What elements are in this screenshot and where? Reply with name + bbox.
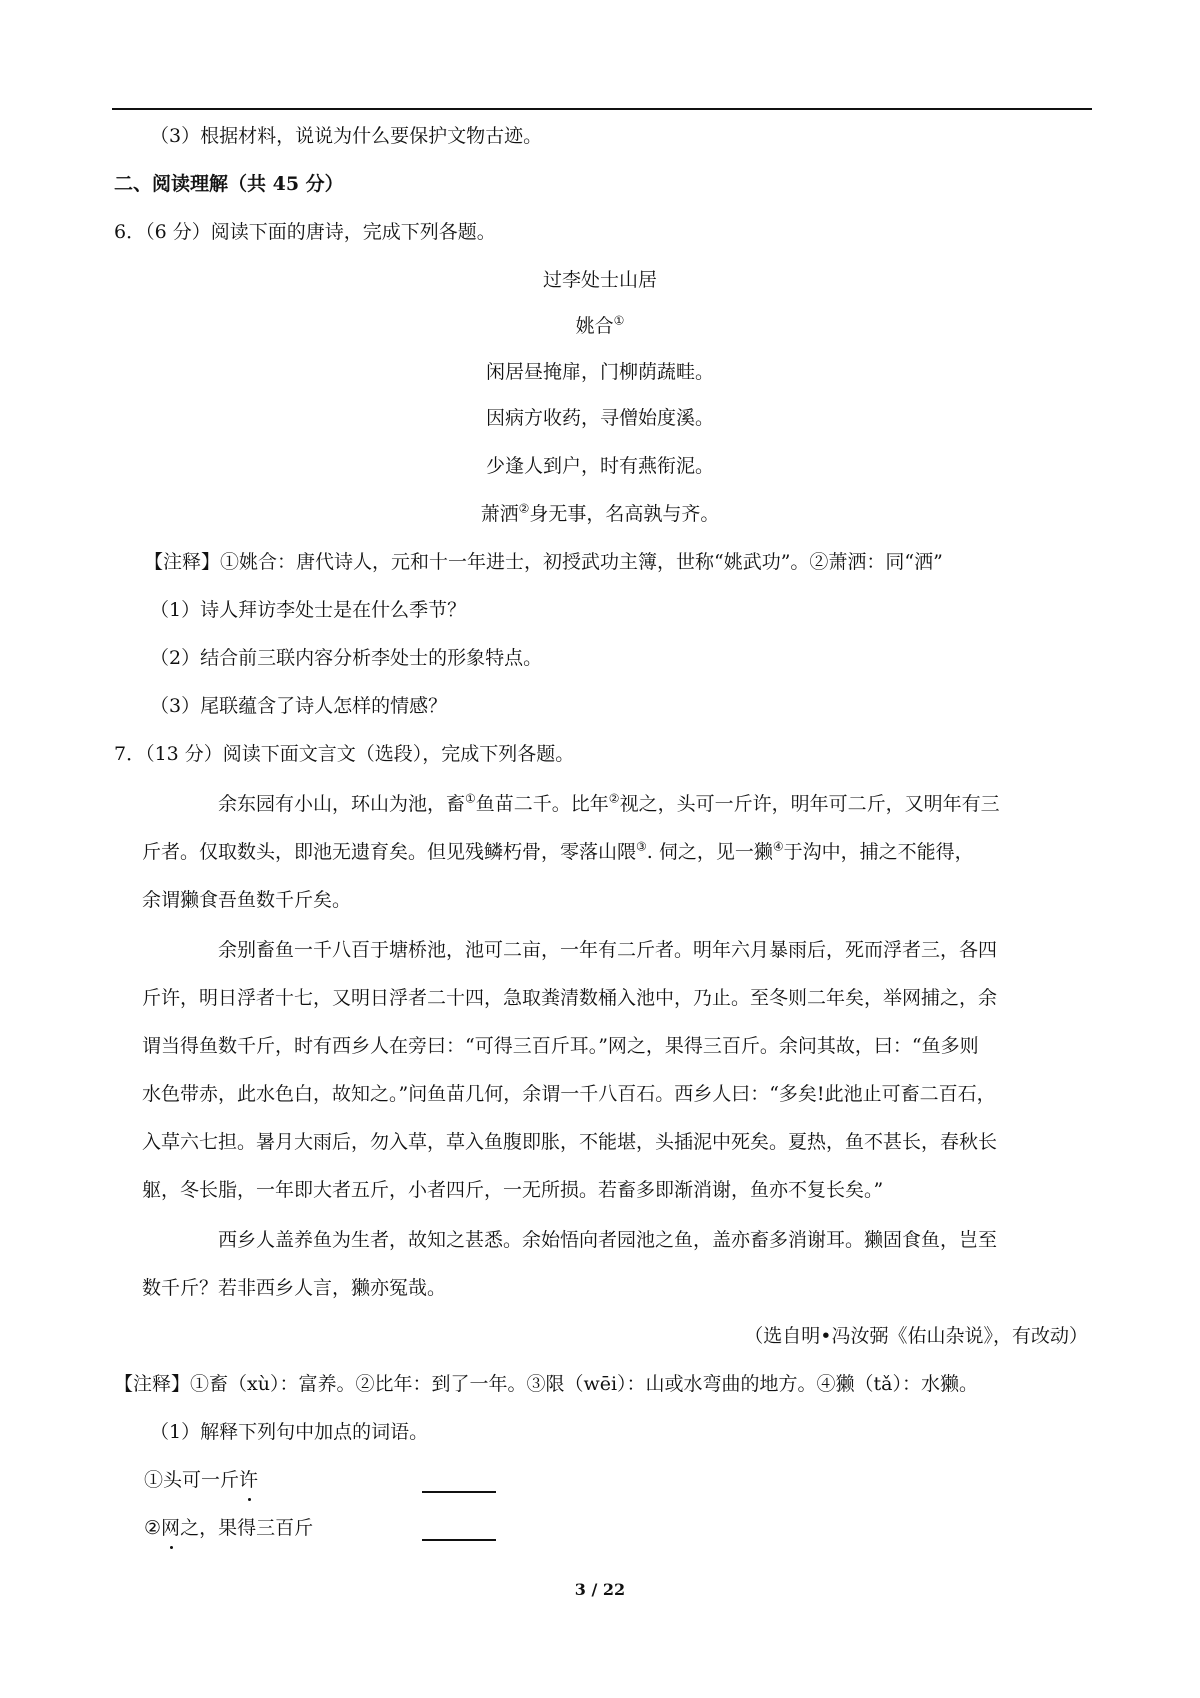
q7-sub-question-1: （1）解释下列句中加点的词语。 bbox=[150, 1421, 429, 1443]
text-span: ①头可一斤 bbox=[144, 1469, 240, 1491]
dotted-word: 许 bbox=[239, 1466, 258, 1494]
footnote-marker: ③ bbox=[636, 839, 647, 854]
text-span: 于沟中，捕之不能得， bbox=[783, 841, 974, 863]
footnote-marker: ① bbox=[465, 791, 476, 806]
poem-author bbox=[0, 312, 1200, 340]
passage-p2-line-5: 入草六七担。暑月大雨后，勿入草，草入鱼腹即胀，不能堪，头插泥中死矣。夏热，鱼不甚长，春秋长 bbox=[142, 1131, 998, 1153]
passage-p2-line-1: 余别畜鱼一千八百于塘桥池，池可二亩，一年有二斤者。明年六月暴雨后，死而浮者三，各四 bbox=[218, 939, 998, 961]
footnote-marker: ① bbox=[613, 313, 625, 328]
vocab-item-1 bbox=[144, 1466, 258, 1494]
footnote-marker: ② bbox=[518, 501, 530, 516]
passage-p3-line-2: 数千斤？若非西乡人言，獭亦冤哉。 bbox=[142, 1277, 447, 1299]
poem-title: 过李处士山居 bbox=[542, 269, 657, 291]
passage-p1-line-2 bbox=[142, 838, 974, 866]
section-heading: 二、阅读理解（共 45 分） bbox=[114, 173, 344, 195]
answer-blank-2[interactable] bbox=[422, 1539, 496, 1541]
author-name: 姚合 bbox=[575, 315, 614, 337]
q6-sub-question-1: （1）诗人拜访李处士是在什么季节？ bbox=[150, 599, 467, 621]
text-span: ② bbox=[144, 1517, 162, 1539]
q6-sub-question-2: （2）结合前三联内容分析李处士的形象特点。 bbox=[150, 647, 543, 669]
poem-line-3: 少逢人到户，时有燕衔泥。 bbox=[485, 455, 714, 477]
poem-line-1: 闲居昼掩扉，门柳荫蔬畦。 bbox=[485, 361, 714, 383]
poem-line-2: 因病方收药，寻僧始度溪。 bbox=[485, 407, 714, 429]
page-number: 3 / 22 bbox=[574, 1580, 626, 1599]
passage-source: （选自明•冯汝弼《佑山杂说》，有改动） bbox=[744, 1325, 1088, 1347]
poem-line-4 bbox=[0, 500, 1200, 528]
passage-p3-line-1: 西乡人盖养鱼为生者，故知之甚悉。余始悟向者园池之鱼，盖亦畜多消谢耳。獭固食鱼，岂至 bbox=[218, 1229, 998, 1251]
header-rule bbox=[112, 108, 1092, 110]
q5-sub-question-3: （3）根据材料，说说为什么要保护文物古迹。 bbox=[150, 125, 543, 147]
footnote-marker: ④ bbox=[772, 839, 784, 854]
passage-p2-line-6: 躯，冬长脂，一年即大者五斤，小者四斤，一无所损。若畜多即渐消谢，鱼亦不复长矣。” bbox=[142, 1179, 884, 1201]
passage-p2-line-2: 斤许，明日浮者十七，又明日浮者二十四，急取粪清数桶入池中，乃止。至冬则二年矣，举网捕之，余 bbox=[142, 987, 998, 1009]
poem-line-4-part-b: 身无事，名高孰与齐。 bbox=[529, 503, 720, 525]
q6-sub-question-3: （3）尾联蕴含了诗人怎样的情感？ bbox=[150, 695, 448, 717]
text-span: 鱼苗二千。比年 bbox=[475, 793, 609, 815]
dotted-word: 网 bbox=[161, 1514, 180, 1542]
q7-stem: 7．（13 分）阅读下面文言文（选段），完成下列各题。 bbox=[114, 743, 575, 765]
poem-line-4-part-a: 萧洒 bbox=[480, 503, 519, 525]
text-span: 之，果得三百斤 bbox=[180, 1517, 314, 1539]
answer-blank-1[interactable] bbox=[422, 1491, 496, 1493]
passage-p1-line-3: 余谓獭食吾鱼数千斤矣。 bbox=[142, 889, 352, 911]
passage-p2-line-4: 水色带赤，此水色白，故知之。”问鱼苗几何，余谓一千八百石。西乡人曰：“多矣!此池止可畜二百石， bbox=[142, 1083, 996, 1105]
passage-p2-line-3: 谓当得鱼数千斤，时有西乡人在旁曰：“可得三百斤耳。”网之，果得三百斤。余问其故，曰：“鱼多则 bbox=[142, 1035, 979, 1057]
passage-p1-line-1 bbox=[218, 790, 1000, 818]
vocab-item-2 bbox=[144, 1514, 313, 1542]
text-span: 斤者。仅取数头，即池无遗育矣。但见残鳞朽骨，零落山隈 bbox=[142, 841, 637, 863]
footnote-marker: ② bbox=[608, 791, 620, 806]
text-span: 视之，头可一斤许，明年可二斤，又明年有三 bbox=[619, 793, 1000, 815]
q7-annotation: 【注释】①畜（xù）：富养。②比年：到了一年。③限（wēi）：山或水弯曲的地方。④獭（tǎ）：水獭。 bbox=[114, 1373, 979, 1395]
text-span: 余东园有小山，环山为池，畜 bbox=[218, 793, 466, 815]
text-span: . 伺之，见一獭 bbox=[646, 841, 773, 863]
q6-stem: 6．（6 分）阅读下面的唐诗，完成下列各题。 bbox=[114, 221, 496, 243]
q6-annotation: 【注释】①姚合：唐代诗人，元和十一年进士，初授武功主簿，世称“姚武功”。②萧洒：同“洒” bbox=[144, 551, 943, 573]
